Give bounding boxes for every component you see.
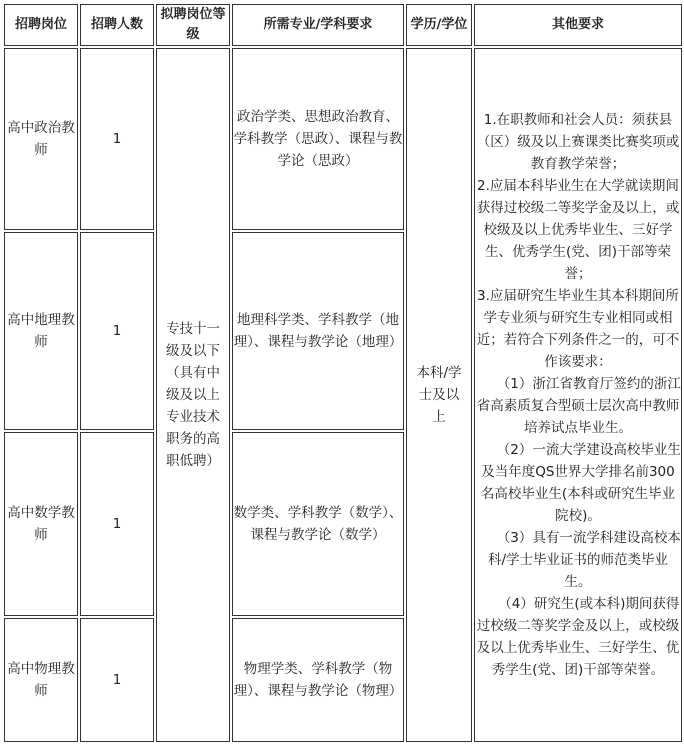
count-cell: 1 [80,48,154,230]
education-cell: 本科/学士及以上 [406,48,472,742]
requirement-item: （2）一流大学建设高校毕业生及当年度QS世界大学排名前300名高校毕业生(本科或研究生毕业院校)。 [480,442,681,524]
header-other: 其他要求 [474,4,682,46]
count-cell: 1 [80,618,154,742]
recruitment-table [2,2,684,744]
major-cell: 数学类、学科教学（数学）、课程与教学论（数学） [232,432,404,616]
requirement-item: 2.应届本科毕业生在大学就读期间获得过校级二等奖学金及以上，或校级及以上优秀毕业生、三好学生、优秀学生(党、团)干部等荣誉； [476,178,680,282]
other-requirements-cell [474,48,682,742]
header-position: 招聘岗位 [4,4,78,46]
position-cell: 高中物理教师 [4,618,78,742]
count-cell: 1 [80,232,154,430]
table-row [4,48,682,230]
position-cell: 高中数学教师 [4,432,78,616]
major-cell: 物理学类、学科教学（物理）、课程与教学论（物理） [232,618,404,742]
requirement-item: （4）研究生(或本科)期间获得过校级二等奖学金及以上，或校级及以上优秀毕业生、三好学生、优秀学生(党、团)干部等荣誉。 [476,596,680,678]
header-row [4,4,682,46]
grade-cell: 专技十一级及以下（具有中级及以上专业技术职务的高职低聘） [156,48,230,742]
requirement-item: 1.在职教师和社会人员：须获县（区）级及以上赛课类比赛奖项或教育教学荣誉； [476,112,680,172]
header-major: 所需专业/学科要求 [232,4,404,46]
requirement-item: （1）浙江省教育厅签约的浙江省高素质复合型硕士层次高中教师培养试点毕业生。 [476,376,681,436]
position-cell: 高中政治教师 [4,48,78,230]
requirement-item: 3.应届研究生毕业生其本科期间所学专业须与研究生专业相同或相近；若符合下列条件之一的，可不作该要求： [476,288,680,370]
major-cell: 政治学类、思想政治教育、学科教学（思政）、课程与教学论（思政） [232,48,404,230]
position-cell: 高中地理教师 [4,232,78,430]
major-cell: 地理科学类、学科教学（地理）、课程与教学论（地理） [232,232,404,430]
header-education: 学历/学位 [406,4,472,46]
header-count: 招聘人数 [80,4,154,46]
requirement-item: （3）具有一流学科建设高校本科/学士毕业证书的师范类毕业生。 [487,530,681,590]
count-cell: 1 [80,432,154,616]
header-grade: 拟聘岗位等级 [156,4,230,46]
